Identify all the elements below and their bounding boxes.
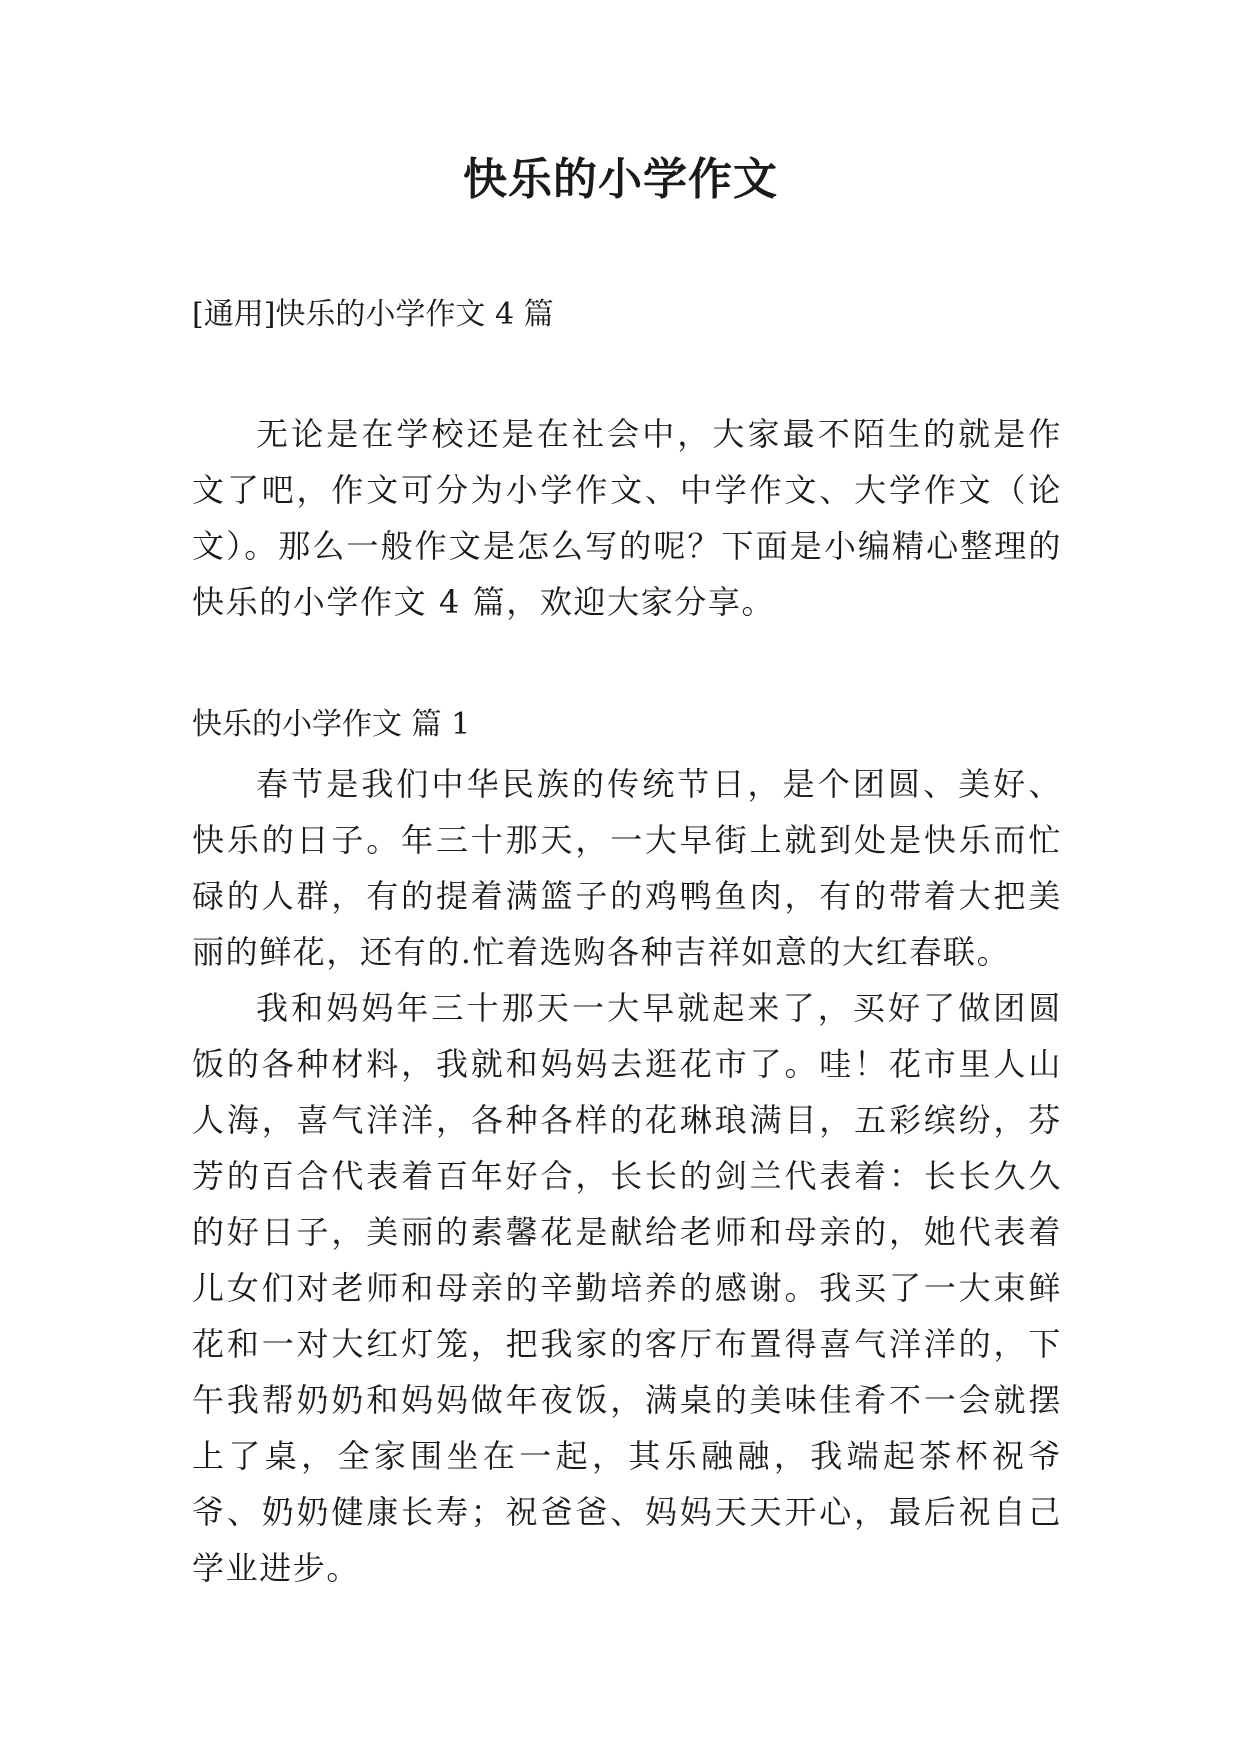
intro-section	[192, 406, 1062, 630]
essay-paragraph: 春节是我们中华民族的传统节日，是个团圆、美好、快乐的日子。年三十那天，一大早街上就到处是快乐而忙碌的人群，有的提着满篮子的鸡鸭鱼肉，有的带着大把美丽的鲜花，还有的.忙着选购各种吉祥如意的大红春联。	[192, 765, 1062, 971]
essay-paragraph: 我和妈妈年三十那天一大早就起来了，买好了做团圆饭的各种材料，我就和妈妈去逛花市了。哇！花市里人山人海，喜气洋洋，各种各样的花琳琅满目，五彩缤纷，芬芳的百合代表着百年好合，长长的剑兰代表着：长长久久的好日子，美丽的素馨花是献给老师和母亲的，她代表着儿女们对老师和母亲的辛勤培养的感谢。我买了一大束鲜花和一对大红灯笼，把我家的客厅布置得喜气洋洋的，下午我帮奶奶和妈妈做年夜饭，满桌的美味佳肴不一会就摆上了桌，全家围坐在一起，其乐融融，我端起茶杯祝爷爷、奶奶健康长寿；祝爸爸、妈妈天天开心，最后祝自己学业进步。	[192, 989, 1062, 1587]
document-subtitle: [通用]快乐的小学作文 4 篇	[192, 297, 554, 332]
document-title: 快乐的小学作文	[463, 154, 778, 205]
essay-heading: 快乐的小学作文 篇 1	[192, 707, 471, 742]
intro-paragraph: 无论是在学校还是在社会中，大家最不陌生的就是作文了吧，作文可分为小学作文、中学作文、大学作文（论文）。那么一般作文是怎么写的呢？下面是小编精心整理的快乐的小学作文 4 篇，欢迎大家分享。	[192, 415, 1062, 621]
essay-body	[192, 756, 1062, 1596]
